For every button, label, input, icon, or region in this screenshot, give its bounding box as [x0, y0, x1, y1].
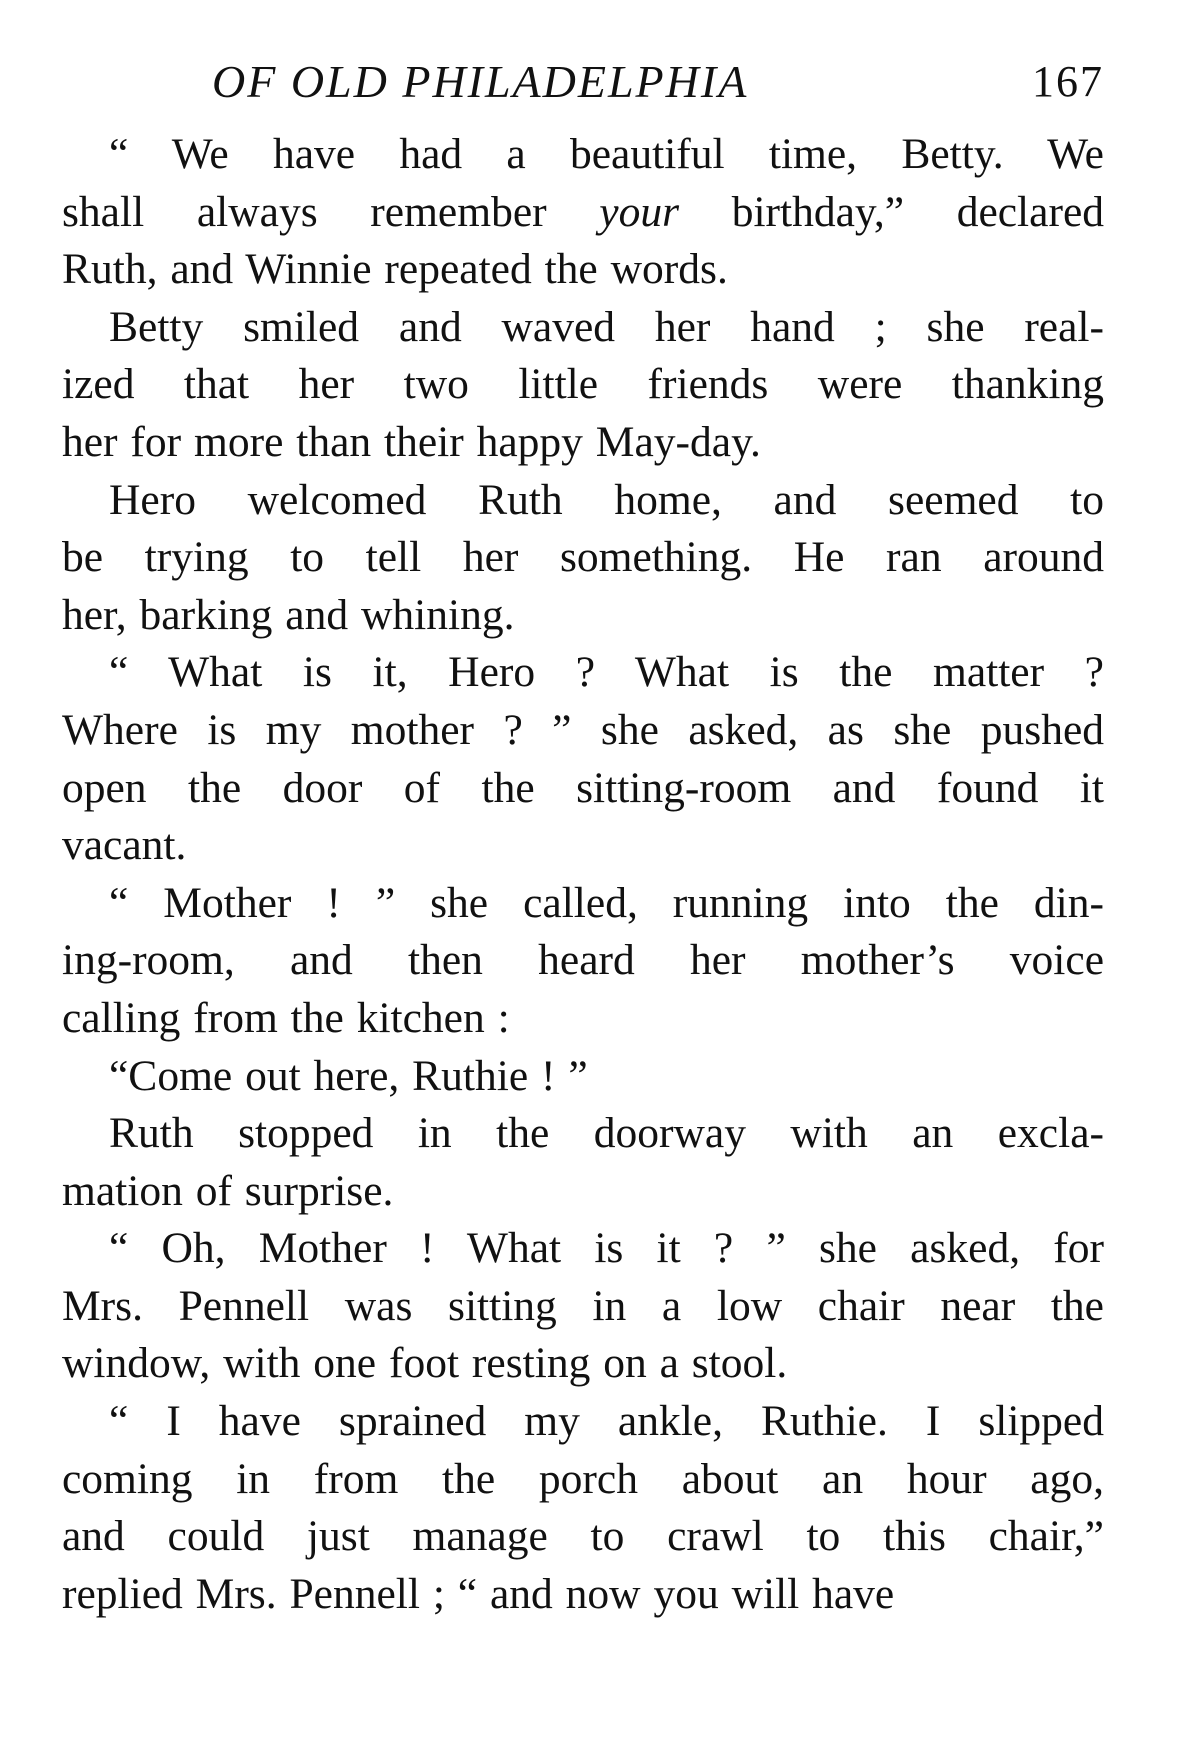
text-line: calling from the kitchen :	[62, 993, 510, 1042]
running-head	[62, 50, 1104, 114]
paragraph	[62, 1105, 1104, 1220]
text-line: Hero welcomed Ruth home, and seemed to	[109, 475, 1104, 524]
text-line: Betty smiled and waved her hand ; she real-	[109, 302, 1104, 351]
book-page	[62, 50, 1104, 1623]
paragraph	[62, 875, 1104, 1048]
body-text	[62, 126, 1104, 1623]
paragraph	[62, 126, 1104, 299]
text-line: coming in from the porch about an hour ago,	[62, 1454, 1104, 1503]
paragraph	[62, 472, 1104, 645]
text-line: shall always remember your birthday,” declared	[62, 187, 1104, 236]
text-line: “Come out here, Ruthie ! ”	[109, 1051, 588, 1100]
text-line: “ We have had a beautiful time, Betty. We	[109, 130, 1104, 178]
text-line: her for more than their happy May-day.	[62, 417, 761, 466]
text-line: her, barking and whining.	[62, 590, 515, 639]
text-line: Where is my mother ? ” she asked, as she pushed	[62, 705, 1104, 754]
paragraph	[62, 1048, 1104, 1106]
text-line: Mrs. Pennell was sitting in a low chair near the	[62, 1281, 1104, 1330]
text-line: vacant.	[62, 821, 187, 870]
text-line: “ Oh, Mother ! What is it ? ” she asked, for	[109, 1224, 1104, 1273]
paragraph	[62, 1393, 1104, 1623]
text-line: be trying to tell her something. He ran around	[62, 533, 1104, 582]
text-line: ing-room, and then heard her mother’s voice	[62, 936, 1104, 985]
text-line: window, with one foot resting on a stool.	[62, 1339, 788, 1388]
running-title: OF OLD PHILADELPHIA	[212, 56, 749, 107]
text-line: “ What is it, Hero ? What is the matter ?	[109, 648, 1104, 697]
text-line: open the door of the sitting-room and found it	[62, 763, 1104, 812]
emphasized-word: your	[599, 187, 680, 236]
text-line: Ruth, and Winnie repeated the words.	[62, 245, 728, 294]
text-line: and could just manage to crawl to this chair,”	[62, 1512, 1104, 1561]
text-line: “ Mother ! ” she called, running into the din-	[109, 878, 1104, 927]
paragraph	[62, 299, 1104, 472]
page-number: 167	[1032, 57, 1104, 106]
paragraph	[62, 644, 1104, 874]
text-line: replied Mrs. Pennell ; “ and now you will have	[62, 1569, 895, 1618]
text-line: ized that her two little friends were thanking	[62, 360, 1104, 409]
paragraph	[62, 1220, 1104, 1393]
text-line: mation of surprise.	[62, 1166, 394, 1215]
text-line: Ruth stopped in the doorway with an excla-	[109, 1109, 1104, 1158]
text-line: “ I have sprained my ankle, Ruthie. I slipped	[109, 1397, 1104, 1446]
